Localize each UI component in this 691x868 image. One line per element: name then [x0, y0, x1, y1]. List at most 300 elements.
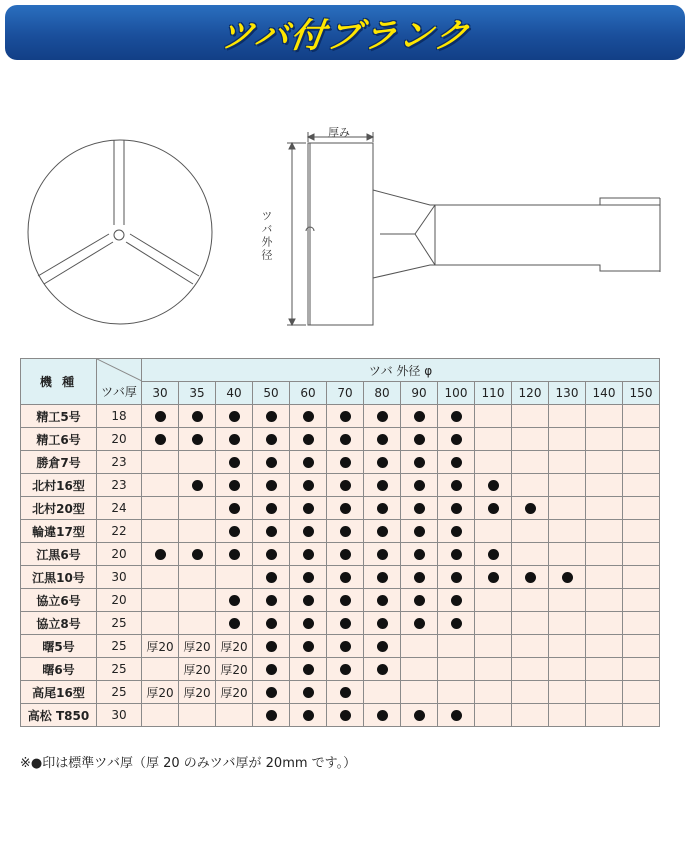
- availability-cell: [364, 566, 401, 589]
- table-row: [21, 658, 660, 681]
- standard-dot: [340, 526, 351, 537]
- thickness-note: 厚20: [146, 685, 174, 700]
- model-cell: 高松 T850: [21, 704, 97, 727]
- standard-dot: [303, 595, 314, 606]
- standard-dot: [229, 549, 240, 560]
- availability-cell: [253, 566, 290, 589]
- availability-cell: [586, 566, 623, 589]
- availability-cell: [290, 497, 327, 520]
- header-thickness-label: ツバ厚: [101, 385, 137, 399]
- availability-cell: [623, 635, 660, 658]
- standard-dot: [303, 618, 314, 629]
- availability-cell: [179, 704, 216, 727]
- availability-cell: [327, 520, 364, 543]
- standard-dot: [340, 411, 351, 422]
- thickness-label: 厚み: [328, 126, 350, 139]
- standard-dot: [451, 434, 462, 445]
- standard-dot: [266, 503, 277, 514]
- availability-cell: [512, 451, 549, 474]
- availability-cell: [586, 704, 623, 727]
- thickness-cell: 22: [97, 520, 142, 543]
- availability-cell: [512, 658, 549, 681]
- thickness-note: 厚20: [183, 685, 211, 700]
- size-header: 35: [179, 382, 216, 405]
- availability-cell: [364, 451, 401, 474]
- availability-cell: [216, 543, 253, 566]
- model-cell: 曙6号: [21, 658, 97, 681]
- standard-dot: [340, 664, 351, 675]
- size-header: 80: [364, 382, 401, 405]
- availability-cell: [327, 405, 364, 428]
- availability-cell: [179, 451, 216, 474]
- table-row: [21, 612, 660, 635]
- availability-cell: [438, 566, 475, 589]
- availability-cell: [475, 635, 512, 658]
- standard-dot: [377, 664, 388, 675]
- availability-cell: [512, 543, 549, 566]
- availability-cell: [438, 405, 475, 428]
- standard-dot: [303, 434, 314, 445]
- availability-cell: [327, 658, 364, 681]
- availability-cell: [216, 474, 253, 497]
- availability-cell: [142, 428, 179, 451]
- model-cell: 江黒6号: [21, 543, 97, 566]
- availability-cell: [253, 658, 290, 681]
- availability-cell: [549, 612, 586, 635]
- standard-dot: [525, 503, 536, 514]
- standard-dot: [488, 503, 499, 514]
- availability-cell: [327, 566, 364, 589]
- availability-cell: [290, 451, 327, 474]
- availability-cell: [290, 474, 327, 497]
- standard-dot: [266, 434, 277, 445]
- standard-dot: [451, 457, 462, 468]
- availability-cell: [401, 635, 438, 658]
- availability-cell: [475, 704, 512, 727]
- standard-dot: [266, 526, 277, 537]
- standard-dot: [340, 595, 351, 606]
- size-header: 130: [549, 382, 586, 405]
- size-header: 60: [290, 382, 327, 405]
- size-header: 140: [586, 382, 623, 405]
- availability-cell: [216, 681, 253, 704]
- thickness-cell: 20: [97, 428, 142, 451]
- availability-cell: [253, 497, 290, 520]
- availability-cell: [512, 405, 549, 428]
- availability-cell: [327, 451, 364, 474]
- front-view: [28, 140, 212, 324]
- availability-cell: [179, 635, 216, 658]
- availability-cell: [549, 451, 586, 474]
- availability-cell: [623, 566, 660, 589]
- availability-cell: [327, 497, 364, 520]
- availability-cell: [290, 612, 327, 635]
- availability-cell: [401, 428, 438, 451]
- diameter-label: ツバ外径: [260, 210, 273, 262]
- standard-dot: [266, 549, 277, 560]
- availability-cell: [438, 520, 475, 543]
- availability-cell: [438, 681, 475, 704]
- availability-cell: [623, 520, 660, 543]
- availability-cell: [586, 405, 623, 428]
- standard-dot: [377, 710, 388, 721]
- availability-cell: [401, 474, 438, 497]
- standard-dot: [340, 480, 351, 491]
- availability-cell: [364, 497, 401, 520]
- availability-cell: [475, 612, 512, 635]
- availability-cell: [253, 543, 290, 566]
- availability-cell: [253, 681, 290, 704]
- standard-dot: [340, 503, 351, 514]
- standard-dot: [303, 480, 314, 491]
- availability-cell: [475, 497, 512, 520]
- availability-cell: [179, 658, 216, 681]
- availability-cell: [216, 451, 253, 474]
- availability-cell: [142, 543, 179, 566]
- standard-dot: [525, 572, 536, 583]
- size-header: 90: [401, 382, 438, 405]
- availability-cell: [438, 612, 475, 635]
- availability-cell: [364, 704, 401, 727]
- availability-cell: [290, 635, 327, 658]
- standard-dot: [266, 664, 277, 675]
- thickness-cell: 25: [97, 635, 142, 658]
- availability-cell: [623, 658, 660, 681]
- standard-dot: [303, 572, 314, 583]
- model-cell: 輪違17型: [21, 520, 97, 543]
- size-header: 120: [512, 382, 549, 405]
- table-row: [21, 589, 660, 612]
- availability-cell: [179, 497, 216, 520]
- standard-dot: [229, 457, 240, 468]
- standard-dot: [377, 457, 388, 468]
- availability-cell: [586, 520, 623, 543]
- availability-cell: [327, 428, 364, 451]
- availability-cell: [623, 405, 660, 428]
- availability-cell: [549, 428, 586, 451]
- standard-dot: [303, 526, 314, 537]
- thickness-note: 厚20: [183, 639, 211, 654]
- availability-cell: [364, 520, 401, 543]
- availability-cell: [549, 589, 586, 612]
- table-row: [21, 566, 660, 589]
- availability-cell: [327, 474, 364, 497]
- standard-dot: [340, 618, 351, 629]
- thickness-cell: 30: [97, 566, 142, 589]
- availability-cell: [216, 704, 253, 727]
- availability-cell: [623, 681, 660, 704]
- availability-cell: [364, 543, 401, 566]
- header-thickness: [97, 359, 142, 405]
- standard-dot: [266, 572, 277, 583]
- standard-dot: [303, 549, 314, 560]
- availability-cell: [623, 451, 660, 474]
- availability-cell: [401, 704, 438, 727]
- availability-cell: [290, 428, 327, 451]
- standard-dot: [451, 572, 462, 583]
- model-cell: 北村20型: [21, 497, 97, 520]
- standard-dot: [266, 595, 277, 606]
- standard-dot: [192, 411, 203, 422]
- availability-cell: [475, 589, 512, 612]
- availability-cell: [438, 589, 475, 612]
- availability-cell: [475, 543, 512, 566]
- standard-dot: [229, 526, 240, 537]
- availability-cell: [142, 681, 179, 704]
- availability-cell: [401, 405, 438, 428]
- availability-cell: [475, 566, 512, 589]
- availability-cell: [512, 681, 549, 704]
- model-cell: 曙5号: [21, 635, 97, 658]
- availability-cell: [327, 704, 364, 727]
- standard-dot: [303, 641, 314, 652]
- size-header: 70: [327, 382, 364, 405]
- standard-dot: [229, 503, 240, 514]
- standard-dot: [340, 641, 351, 652]
- availability-cell: [549, 405, 586, 428]
- table-row: [21, 704, 660, 727]
- availability-cell: [142, 612, 179, 635]
- standard-dot: [266, 480, 277, 491]
- table-row: [21, 635, 660, 658]
- availability-cell: [253, 612, 290, 635]
- availability-cell: [290, 704, 327, 727]
- thickness-cell: 20: [97, 589, 142, 612]
- availability-cell: [512, 474, 549, 497]
- thickness-cell: 23: [97, 451, 142, 474]
- availability-cell: [179, 612, 216, 635]
- size-header: 30: [142, 382, 179, 405]
- availability-cell: [549, 566, 586, 589]
- availability-cell: [290, 566, 327, 589]
- thickness-cell: 23: [97, 474, 142, 497]
- availability-cell: [142, 566, 179, 589]
- model-cell: 北村16型: [21, 474, 97, 497]
- standard-dot: [377, 641, 388, 652]
- standard-dot: [229, 480, 240, 491]
- availability-cell: [401, 589, 438, 612]
- availability-cell: [586, 635, 623, 658]
- standard-dot: [377, 503, 388, 514]
- availability-cell: [438, 635, 475, 658]
- standard-dot: [377, 526, 388, 537]
- standard-dot: [192, 480, 203, 491]
- availability-cell: [475, 405, 512, 428]
- availability-cell: [216, 428, 253, 451]
- standard-dot: [451, 503, 462, 514]
- availability-cell: [364, 612, 401, 635]
- standard-dot: [266, 618, 277, 629]
- thickness-cell: 24: [97, 497, 142, 520]
- availability-cell: [549, 704, 586, 727]
- availability-cell: [364, 474, 401, 497]
- availability-cell: [253, 635, 290, 658]
- availability-cell: [623, 428, 660, 451]
- availability-cell: [512, 704, 549, 727]
- availability-cell: [179, 520, 216, 543]
- availability-cell: [253, 405, 290, 428]
- model-cell: 高尾16型: [21, 681, 97, 704]
- availability-cell: [401, 497, 438, 520]
- standard-dot: [155, 411, 166, 422]
- availability-cell: [179, 681, 216, 704]
- thickness-cell: 20: [97, 543, 142, 566]
- table-row: [21, 681, 660, 704]
- standard-dot: [414, 457, 425, 468]
- availability-cell: [216, 566, 253, 589]
- availability-cell: [364, 428, 401, 451]
- standard-dot: [340, 434, 351, 445]
- availability-cell: [142, 405, 179, 428]
- availability-cell: [438, 658, 475, 681]
- thickness-note: 厚20: [220, 685, 248, 700]
- availability-cell: [586, 474, 623, 497]
- spec-table: [20, 358, 660, 727]
- standard-dot: [414, 618, 425, 629]
- standard-dot: [414, 411, 425, 422]
- availability-cell: [586, 589, 623, 612]
- model-cell: 協立8号: [21, 612, 97, 635]
- availability-cell: [623, 589, 660, 612]
- standard-dot: [192, 434, 203, 445]
- standard-dot: [451, 618, 462, 629]
- standard-dot: [377, 434, 388, 445]
- standard-dot: [229, 434, 240, 445]
- availability-cell: [142, 474, 179, 497]
- availability-cell: [216, 405, 253, 428]
- standard-dot: [303, 411, 314, 422]
- standard-dot: [451, 411, 462, 422]
- standard-dot: [377, 572, 388, 583]
- standard-dot: [340, 549, 351, 560]
- availability-cell: [475, 451, 512, 474]
- availability-cell: [549, 635, 586, 658]
- availability-cell: [290, 658, 327, 681]
- standard-dot: [303, 664, 314, 675]
- size-header: 100: [438, 382, 475, 405]
- standard-dot: [303, 503, 314, 514]
- header-diameter: ツバ 外径 φ: [142, 359, 660, 382]
- standard-dot: [451, 549, 462, 560]
- size-header: 110: [475, 382, 512, 405]
- thickness-cell: 25: [97, 681, 142, 704]
- availability-cell: [216, 658, 253, 681]
- availability-cell: [623, 497, 660, 520]
- availability-cell: [401, 543, 438, 566]
- thickness-note: 厚20: [183, 662, 211, 677]
- availability-cell: [327, 612, 364, 635]
- availability-cell: [327, 681, 364, 704]
- standard-dot: [303, 457, 314, 468]
- standard-dot: [229, 595, 240, 606]
- availability-cell: [623, 704, 660, 727]
- standard-dot: [340, 710, 351, 721]
- standard-dot: [377, 618, 388, 629]
- standard-dot: [266, 687, 277, 698]
- standard-dot: [451, 526, 462, 537]
- model-cell: 勝倉7号: [21, 451, 97, 474]
- availability-cell: [512, 497, 549, 520]
- thickness-note: 厚20: [220, 662, 248, 677]
- availability-cell: [142, 658, 179, 681]
- availability-cell: [142, 704, 179, 727]
- availability-cell: [364, 658, 401, 681]
- standard-dot: [340, 457, 351, 468]
- availability-cell: [253, 704, 290, 727]
- standard-dot: [414, 480, 425, 491]
- table-row: [21, 451, 660, 474]
- table-row: [21, 405, 660, 428]
- availability-cell: [179, 589, 216, 612]
- availability-cell: [142, 497, 179, 520]
- availability-cell: [216, 520, 253, 543]
- availability-cell: [216, 497, 253, 520]
- standard-dot: [229, 411, 240, 422]
- standard-dot: [414, 710, 425, 721]
- title-banner: [5, 5, 685, 60]
- availability-cell: [290, 681, 327, 704]
- availability-cell: [364, 589, 401, 612]
- availability-cell: [216, 612, 253, 635]
- model-cell: 江黒10号: [21, 566, 97, 589]
- availability-cell: [290, 405, 327, 428]
- availability-cell: [253, 451, 290, 474]
- model-cell: 協立6号: [21, 589, 97, 612]
- standard-dot: [340, 572, 351, 583]
- availability-cell: [179, 405, 216, 428]
- standard-dot: [562, 572, 573, 583]
- table-row: [21, 520, 660, 543]
- availability-cell: [401, 658, 438, 681]
- availability-cell: [549, 474, 586, 497]
- standard-dot: [266, 710, 277, 721]
- standard-dot: [377, 480, 388, 491]
- availability-cell: [401, 612, 438, 635]
- availability-cell: [401, 681, 438, 704]
- table-row: [21, 497, 660, 520]
- thickness-note: 厚20: [220, 639, 248, 654]
- size-header: 40: [216, 382, 253, 405]
- availability-cell: [401, 451, 438, 474]
- availability-cell: [512, 635, 549, 658]
- standard-dot: [192, 549, 203, 560]
- availability-cell: [475, 658, 512, 681]
- standard-dot: [266, 457, 277, 468]
- table-row: [21, 543, 660, 566]
- availability-cell: [290, 543, 327, 566]
- availability-cell: [253, 589, 290, 612]
- availability-cell: [179, 566, 216, 589]
- availability-cell: [401, 520, 438, 543]
- availability-cell: [364, 681, 401, 704]
- availability-cell: [364, 405, 401, 428]
- availability-cell: [549, 681, 586, 704]
- table-row: [21, 474, 660, 497]
- standard-dot: [414, 503, 425, 514]
- availability-cell: [475, 681, 512, 704]
- side-view: [287, 132, 660, 325]
- size-header: 50: [253, 382, 290, 405]
- availability-cell: [512, 612, 549, 635]
- availability-cell: [438, 543, 475, 566]
- availability-cell: [438, 428, 475, 451]
- model-cell: 精工6号: [21, 428, 97, 451]
- availability-cell: [586, 681, 623, 704]
- standard-dot: [303, 687, 314, 698]
- availability-cell: [512, 428, 549, 451]
- page-title: ツバ付ブランク: [216, 16, 473, 56]
- standard-dot: [303, 710, 314, 721]
